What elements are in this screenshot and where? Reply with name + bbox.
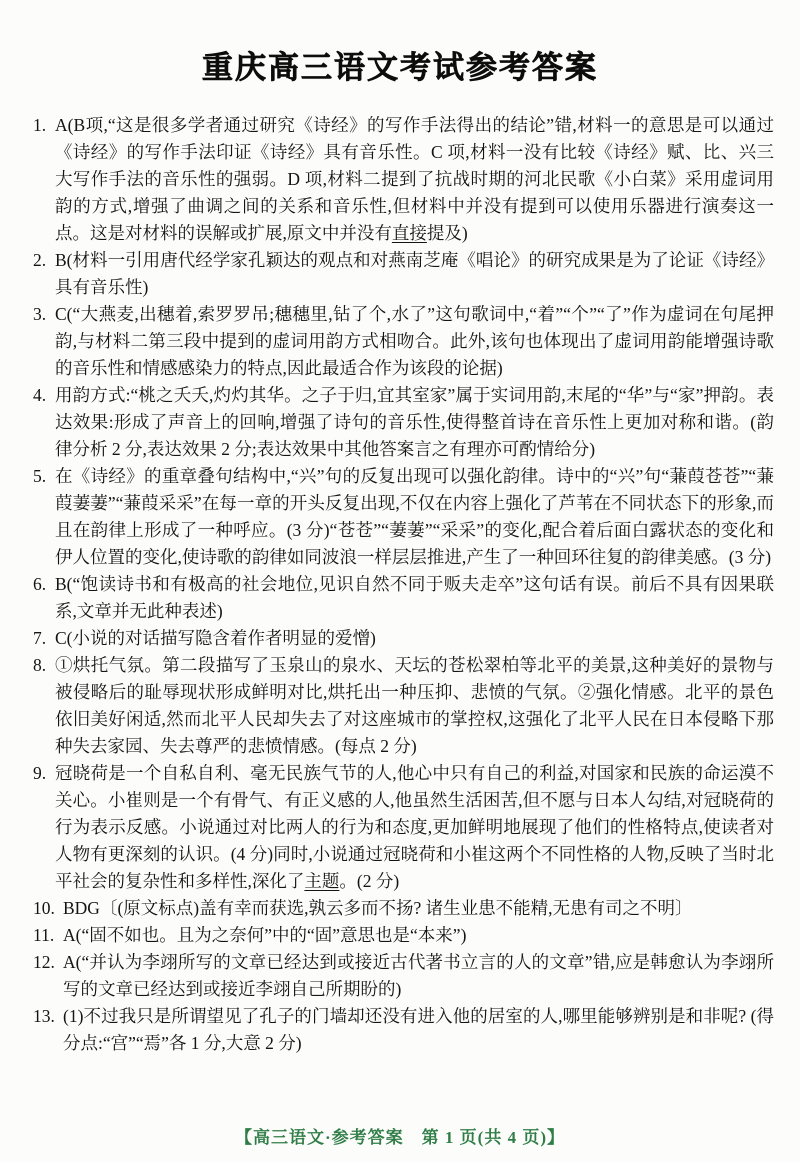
answer-text [55,301,774,382]
text-segment: C(小说的对话描写隐含着作者明显的爱憎) [55,628,376,648]
answer-list [0,87,800,1057]
answer-item [33,301,774,382]
answer-item [33,922,774,949]
underlined-text: 主题 [304,871,340,891]
answer-item [33,625,774,652]
text-segment: B(材料一引用唐代经学家孔颖达的观点和对燕南芝庵《唱论》的研究成果是为了论证《诗经》具有音乐性) [55,250,774,297]
answer-text [55,625,774,652]
answer-item [33,949,774,1003]
answer-number: 2. [33,250,47,270]
answer-item [33,1003,774,1057]
text-segment: 提及) [426,223,468,243]
answer-text [63,949,774,1003]
text-segment: 用韵方式:“桃之夭夭,灼灼其华。之子于归,宜其室家”属于实词用韵,末尾的“华”与“家”押韵。表达效果:形成了声音上的回响,增强了诗句的音乐性,使得整首诗在音乐性上更加对称和谐。(韵律分析 2 分,表达效果 2 分;表达效果中其他答案言之有理亦可酌情给分) [55,385,774,459]
answer-item [33,382,774,463]
answer-number: 11. [33,925,55,945]
text-segment: A(“并认为李翊所写的文章已经达到或接近古代著书立言的人的文章”错,应是韩愈认为李翊所写的文章已经达到或接近李翊自己所期盼的) [63,952,774,999]
page-footer: 【高三语文·参考答案 第 1 页(共 4 页)】 [235,1128,565,1147]
page-title: 重庆高三语文考试参考答案 [202,50,598,85]
answer-text [63,1003,774,1057]
underlined-text: 直接 [391,223,427,243]
text-segment: BDG〔(原文标点)盖有幸而获选,孰云多而不扬? 诸生业患不能精,无患有司之不明〕 [63,898,693,918]
answer-number: 5. [33,466,47,486]
answer-text [55,382,774,463]
answer-number: 4. [33,385,47,405]
answer-number: 9. [33,763,47,783]
answer-number: 7. [33,628,47,648]
answer-number: 1. [33,115,47,135]
answer-text [55,247,774,301]
text-segment: 在《诗经》的重章叠句结构中,“兴”句的反复出现可以强化韵律。诗中的“兴”句“蒹葭苍苍”“蒹葭萋萋”“蒹葭采采”在每一章的开头反复出现,不仅在内容上强化了芦苇在不同状态下的形象,而且在韵律上形成了一种呼应。(3 分)“苍苍”“萋萋”“采采”的变化,配合着后面白露状态的变化和伊人位置的变化,使诗歌的韵律如同波浪一样层层推进,产生了一种回环往复的韵律美感。(3 分) [55,466,774,567]
answer-number: 6. [33,574,47,594]
answer-item [33,247,774,301]
answer-text [55,463,774,571]
text-segment: A(B项,“这是很多学者通过研究《诗经》的写作手法得出的结论”错,材料一的意思是可以通过《诗经》的写作手法印证《诗经》具有音乐性。C 项,材料一没有比较《诗经》赋、比、兴三大写作手法的音乐性的强弱。D 项,材料二提到了抗战时期的河北民歌《小白菜》采用虚词用韵的方式,增强了曲调之间的关系和音乐性,但材料中并没有提到可以使用乐器进行演奏这一点。这是对材料的误解或扩展,原文中并没有 [55,115,774,243]
answer-item [33,463,774,571]
answer-text [55,112,774,247]
answer-number: 13. [33,1006,55,1026]
answer-item [33,112,774,247]
text-segment: 。(2 分) [339,871,400,891]
answer-number: 10. [33,898,55,918]
answer-text [63,895,774,922]
answer-text [63,922,774,949]
text-segment: 冠晓荷是一个自私自利、毫无民族气节的人,他心中只有自己的利益,对国家和民族的命运漠不关心。小崔则是一个有骨气、有正义感的人,他虽然生活困苦,但不愿与日本人勾结,对冠晓荷的行为表示反感。小说通过对比两人的行为和态度,更加鲜明地展现了他们的性格特点,使读者对人物有更深刻的认识。(4 分)同时,小说通过冠晓荷和小崔这两个不同性格的人物,反映了当时北平社会的复杂性和多样性,深化了 [55,763,774,891]
text-segment: (1)不过我只是所谓望见了孔子的门墙却还没有进入他的居室的人,哪里能够辨别是和非呢? (得分点:“宫”“焉”各 1 分,大意 2 分) [63,1006,774,1053]
answer-number: 12. [33,952,55,972]
text-segment: ①烘托气氛。第二段描写了玉泉山的泉水、天坛的苍松翠柏等北平的美景,这种美好的景物与被侵略后的耻辱现状形成鲜明对比,烘托出一种压抑、悲愤的气氛。②强化情感。北平的景色依旧美好闲适,然而北平人民却失去了对这座城市的掌控权,这强化了北平人民在日本侵略下那种失去家园、失去尊严的悲愤情感。(每点 2 分) [55,655,774,756]
text-segment: A(“固不如也。且为之奈何”中的“固”意思也是“本来”) [63,925,467,945]
answer-item [33,895,774,922]
answer-item [33,652,774,760]
answer-item [33,571,774,625]
answer-number: 3. [33,304,47,324]
text-segment: C(“大燕麦,出穗着,索罗罗吊;穗穗里,钻了个,水了”这句歌词中,“着”“个”“了”作为虚词在句尾押韵,与材料二第三段中提到的虚词用韵方式相吻合。此外,该句也体现出了虚词用韵能增强诗歌的音乐性和情感感染力的特点,因此最适合作为该段的论据) [55,304,774,378]
answer-item [33,760,774,895]
answer-text [55,652,774,760]
answer-text [55,760,774,895]
text-segment: B(“饱读诗书和有极高的社会地位,见识自然不同于贩夫走卒”这句话有误。前后不具有因果联系,文章并无此种表述) [55,574,774,621]
answer-number: 8. [33,655,47,675]
answer-text [55,571,774,625]
